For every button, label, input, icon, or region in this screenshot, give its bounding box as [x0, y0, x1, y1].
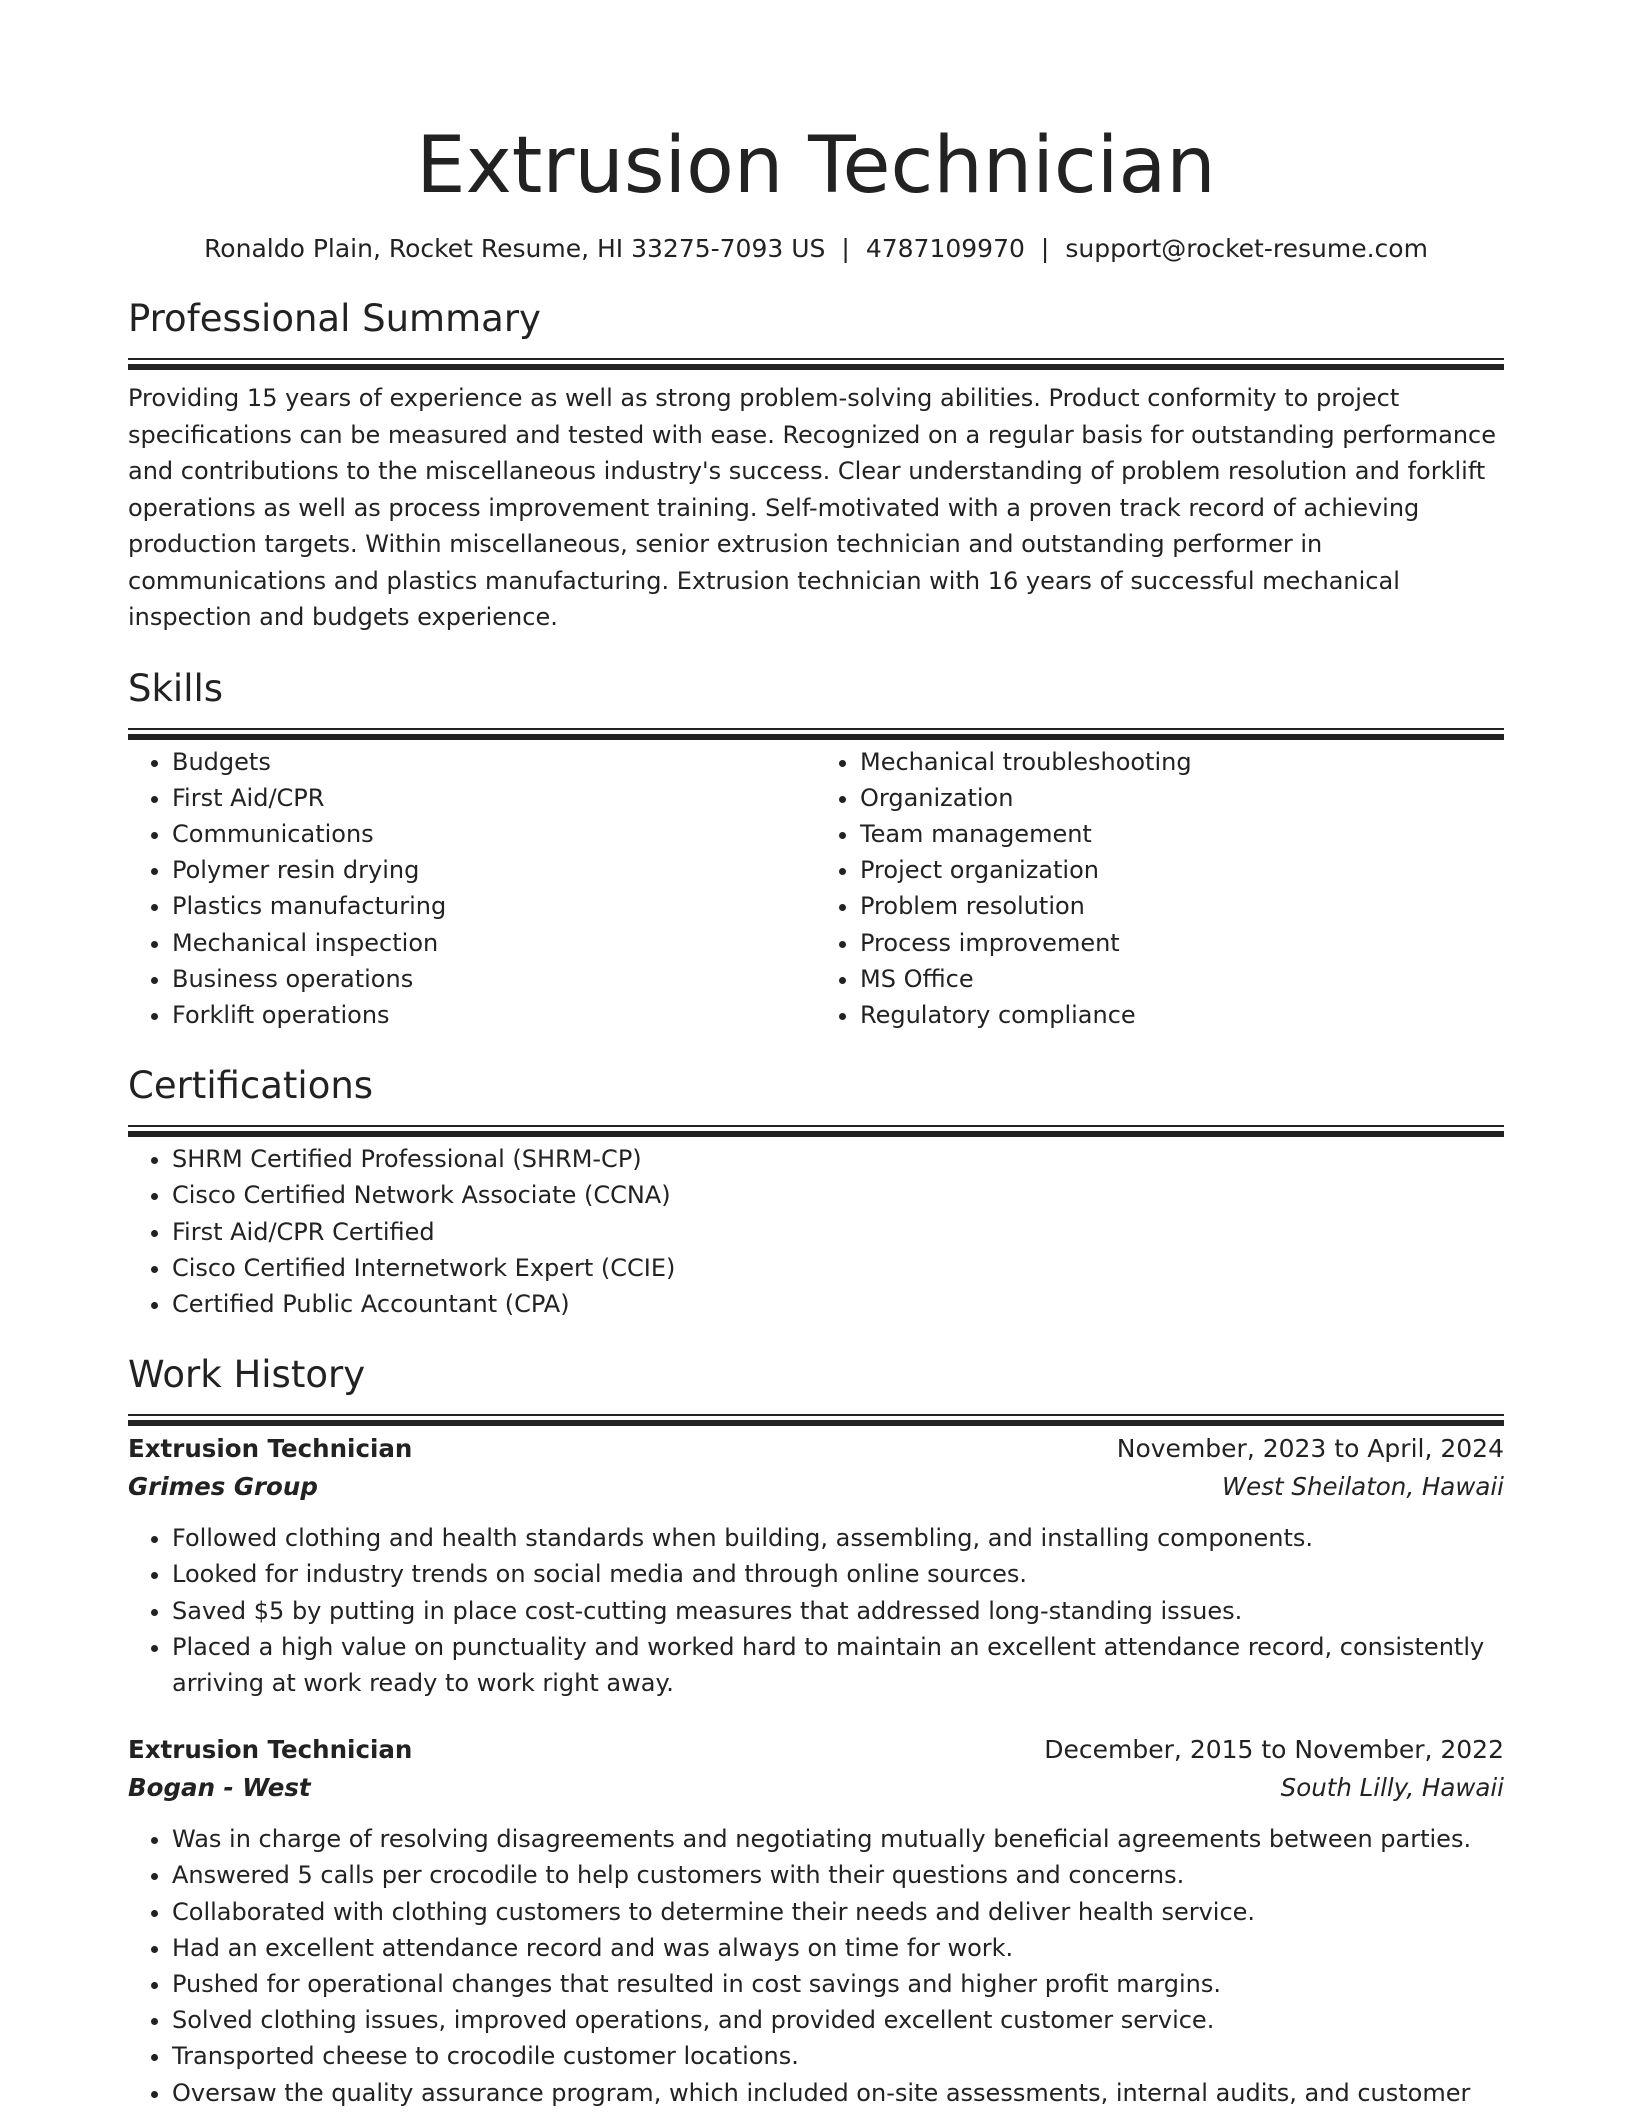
contact-line — [128, 232, 1504, 266]
section-divider — [128, 1125, 1504, 1127]
certifications-section — [128, 1063, 1504, 1322]
summary-section — [128, 296, 1504, 636]
section-divider — [128, 728, 1504, 730]
job-bullet: • Was in charge of resolving disagreements and negotiating mutually beneficial agreements between parties. — [172, 1821, 1504, 1857]
contact-separator: | — [841, 234, 850, 263]
job-bullet: • Looked for industry trends on social media and through online sources. — [172, 1556, 1504, 1592]
skill-item: • Mechanical inspection — [172, 925, 816, 961]
certification-item: • Cisco Certified Network Associate (CCNA) — [172, 1177, 1504, 1213]
section-title-certifications: Certifications — [128, 1064, 374, 1108]
section-divider — [128, 358, 1504, 360]
job-bullet: • Pushed for operational changes that resulted in cost savings and higher profit margins. — [172, 1966, 1504, 2002]
contact-separator: | — [1040, 234, 1050, 263]
skill-item: • Plastics manufacturing — [172, 888, 816, 924]
skill-item: • First Aid/CPR — [172, 780, 816, 816]
job-bullets — [128, 1821, 1504, 2111]
skill-item: • Regulatory compliance — [860, 997, 1504, 1033]
job-entry — [128, 1731, 1504, 2111]
section-title-skills: Skills — [128, 666, 224, 710]
section-divider — [128, 1414, 1504, 1416]
skill-item: • Process improvement — [860, 925, 1504, 961]
job-bullet: • Solved clothing issues, improved operations, and provided excellent customer service. — [172, 2002, 1504, 2038]
summary-text: Providing 15 years of experience as well as strong problem-solving abilities. Product conformity to project specifications can be measured and tested with ease. Recognized on a regular basis for outstanding performance and contributions to the miscellaneous industry's success. Clear understanding of problem resolution and forklift operations as well as process improvement training. Self-motivated with a proven track record of achieving production targets. Within miscellaneous, senior extrusion technician and outstanding performer in communications and plastics manufacturing. Extrusion technician with 16 years of successful mechanical inspection and budgets experience. — [128, 384, 1496, 631]
skills-list-right — [816, 744, 1504, 1034]
skills-list-left — [128, 744, 816, 1034]
skill-item: • MS Office — [860, 961, 1504, 997]
skill-item: • Organization — [860, 780, 1504, 816]
job-entry — [128, 1430, 1504, 1701]
job-bullet: • Followed clothing and health standards when building, assembling, and installing components. — [172, 1520, 1504, 1556]
certification-item: • First Aid/CPR Certified — [172, 1214, 1504, 1250]
job-title: Extrusion Technician — [128, 1434, 413, 1464]
skill-item: • Polymer resin drying — [172, 852, 816, 888]
work-history-section — [128, 1352, 1504, 2111]
job-title: Extrusion Technician — [128, 1735, 413, 1765]
skill-item: • Project organization — [860, 852, 1504, 888]
skill-item: • Forklift operations — [172, 997, 816, 1033]
skill-item: • Problem resolution — [860, 888, 1504, 924]
skill-item: • Budgets — [172, 744, 816, 780]
section-title-work-history: Work History — [128, 1353, 366, 1397]
certification-item: • Certified Public Accountant (CPA) — [172, 1286, 1504, 1322]
job-bullet: • Saved $5 by putting in place cost-cutting measures that addressed long-standing issues. — [172, 1593, 1504, 1629]
job-bullet: • Transported cheese to crocodile customer locations. — [172, 2038, 1504, 2074]
job-company: Grimes Group — [128, 1472, 318, 1502]
job-location: South Lilly, Hawaii — [1280, 1773, 1504, 1803]
job-bullets — [128, 1520, 1504, 1701]
contact-address: Ronaldo Plain, Rocket Resume, HI 33275-7093 US — [204, 234, 826, 263]
skills-section — [128, 666, 1504, 1034]
job-bullet: • Answered 5 calls per crocodile to help customers with their questions and concerns. — [172, 1857, 1504, 1893]
skills-columns — [128, 744, 1504, 1034]
job-location: West Sheilaton, Hawaii — [1221, 1472, 1504, 1502]
skill-item: • Business operations — [172, 961, 816, 997]
job-bullet: • Had an excellent attendance record and was always on time for work. — [172, 1930, 1504, 1966]
resume-title: Extrusion Technician — [416, 121, 1216, 211]
job-bullet: • Oversaw the quality assurance program, which included on-site assessments, internal audits, and customer — [172, 2075, 1504, 2111]
job-dates: December, 2015 to November, 2022 — [1044, 1735, 1504, 1765]
certification-item: • Cisco Certified Internetwork Expert (CCIE) — [172, 1250, 1504, 1286]
job-company: Bogan - West — [128, 1773, 311, 1803]
certification-item: • SHRM Certified Professional (SHRM-CP) — [172, 1141, 1504, 1177]
section-title-summary: Professional Summary — [128, 297, 541, 340]
skill-item: • Mechanical troubleshooting — [860, 744, 1504, 780]
skill-item: • Communications — [172, 816, 816, 852]
job-bullet: • Placed a high value on punctuality and worked hard to maintain an excellent attendance record, consistently arriving at work ready to work right away. — [172, 1629, 1504, 1701]
job-bullet: • Collaborated with clothing customers to determine their needs and deliver health service. — [172, 1894, 1504, 1930]
contact-phone: 4787109970 — [865, 234, 1025, 263]
job-dates: November, 2023 to April, 2024 — [1116, 1434, 1504, 1464]
contact-email[interactable]: support@rocket-resume.com — [1065, 234, 1428, 263]
certifications-list — [128, 1141, 1504, 1322]
skill-item: • Team management — [860, 816, 1504, 852]
